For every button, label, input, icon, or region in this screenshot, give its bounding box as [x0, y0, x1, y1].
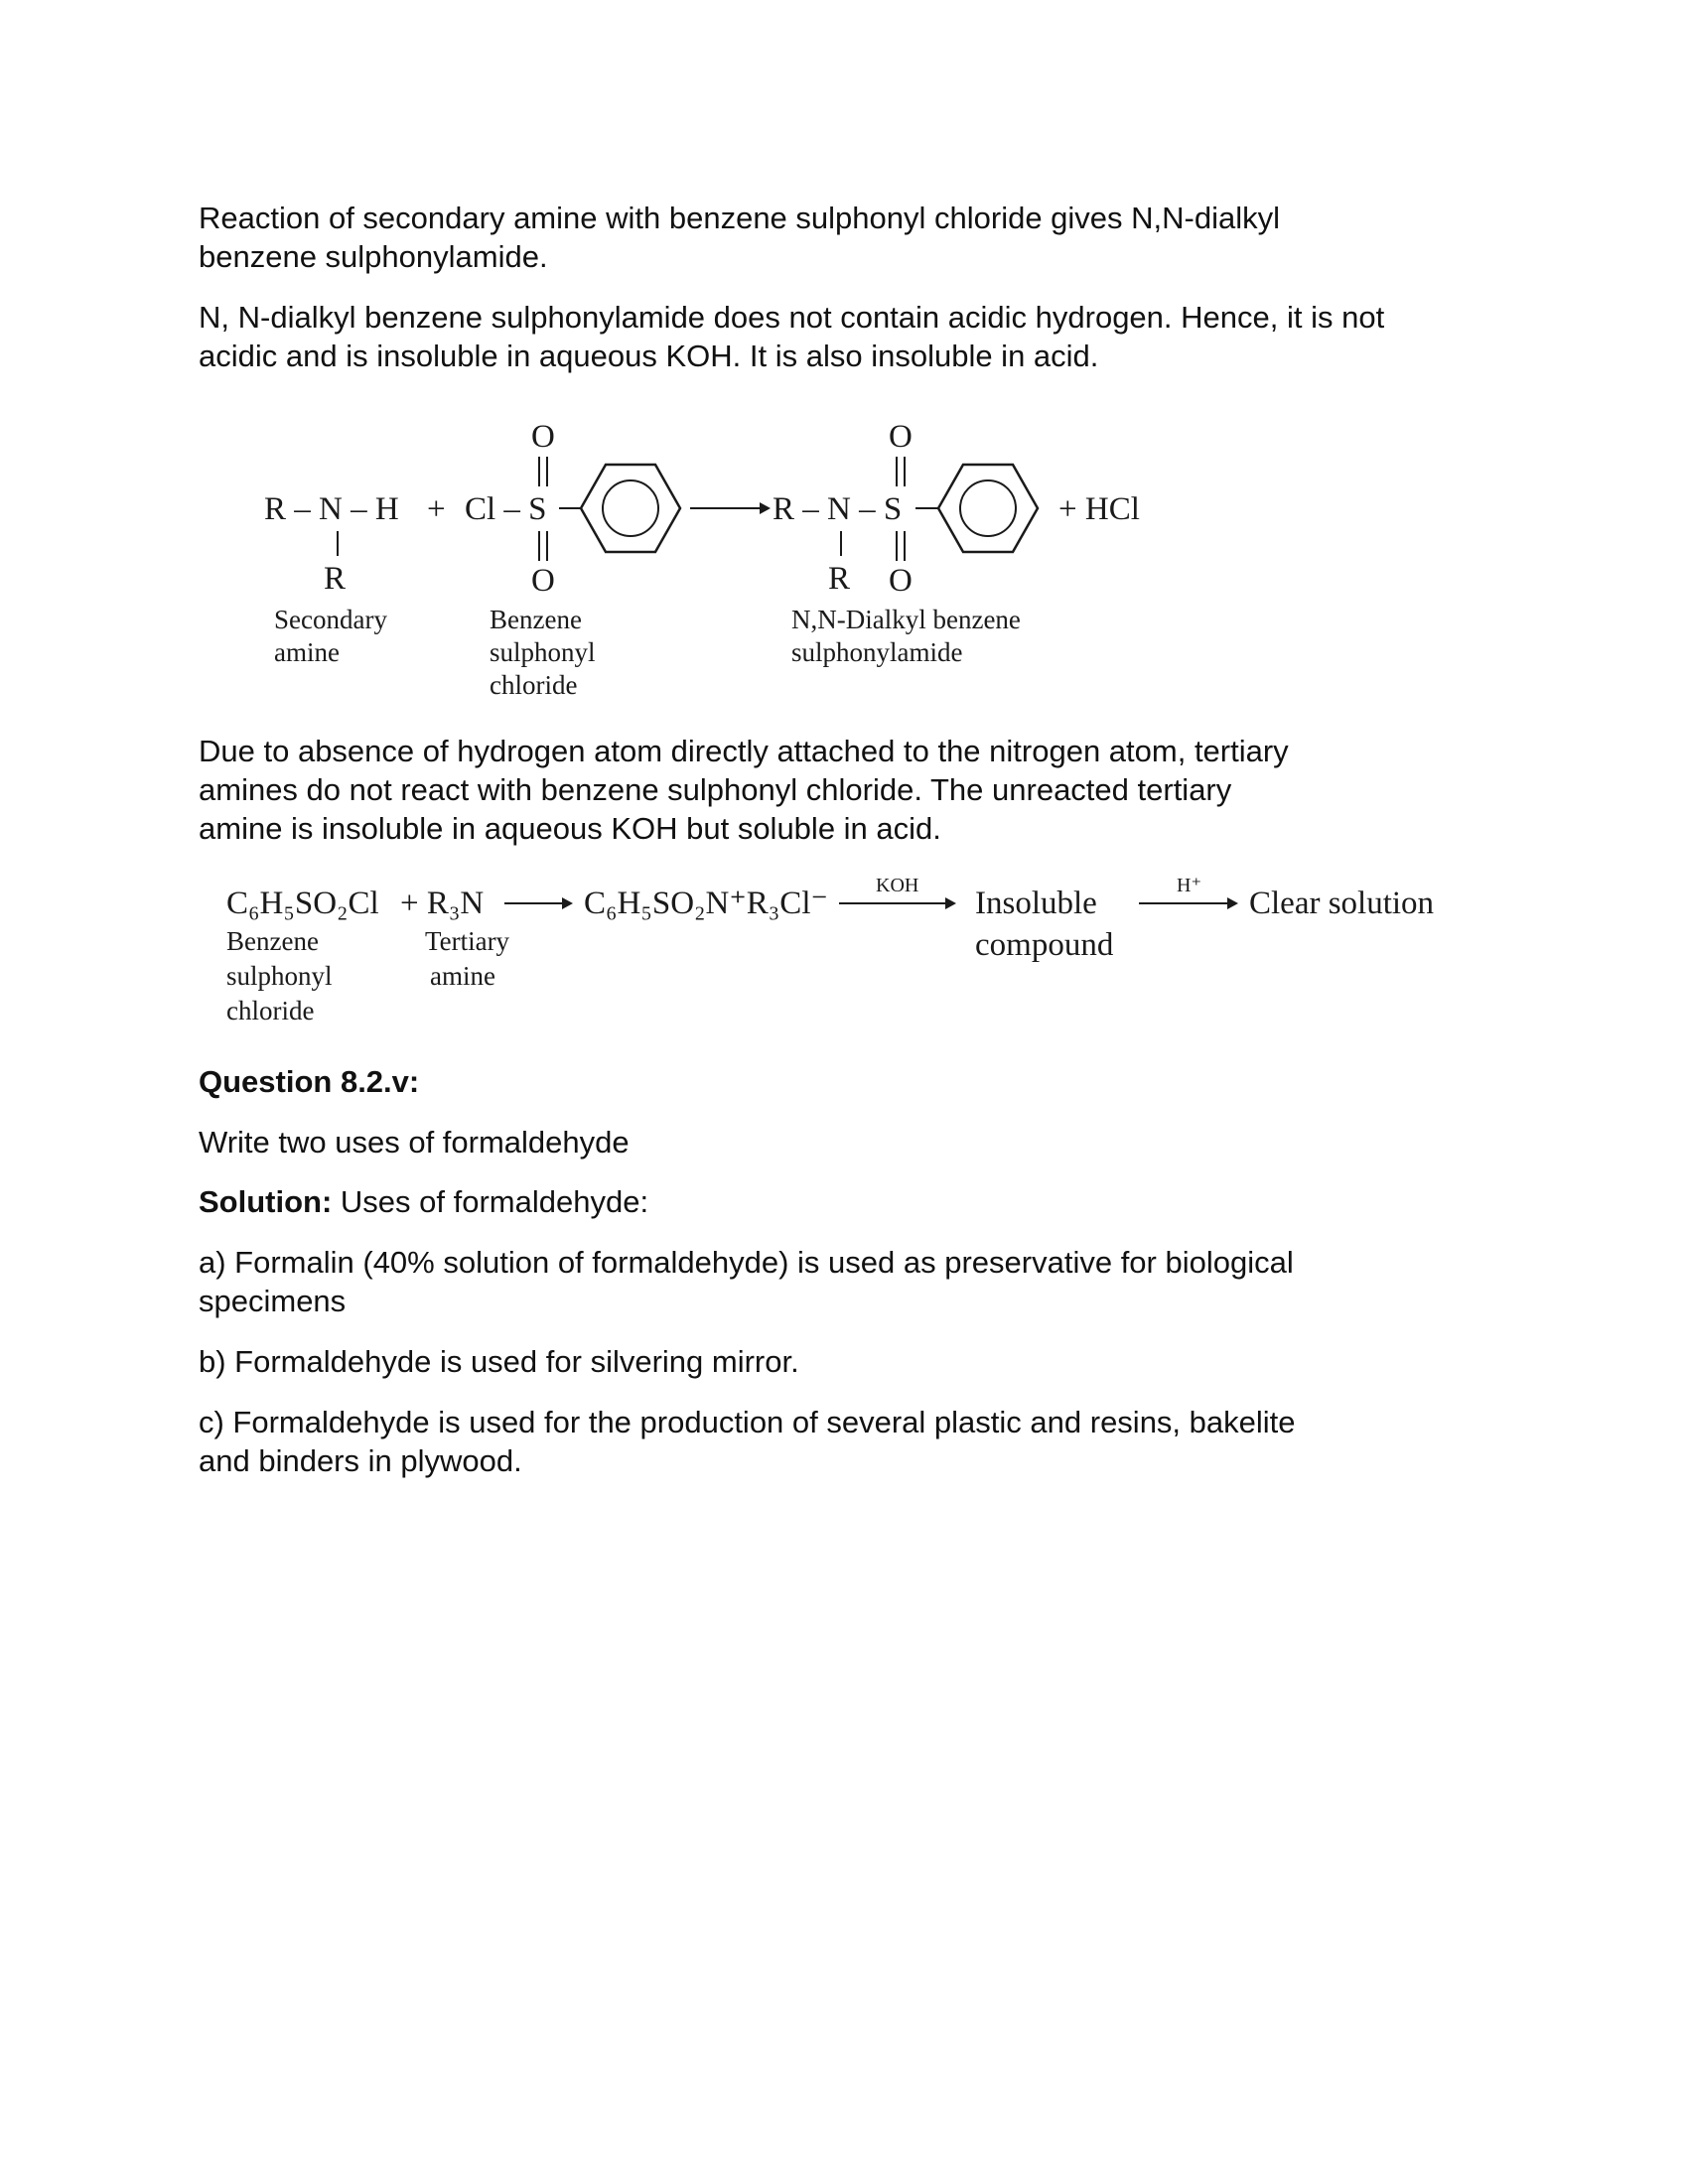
question-heading	[199, 1062, 1489, 1101]
question-number: Question 8.2.v:	[199, 1064, 420, 1099]
product-insoluble: Insoluble	[975, 886, 1097, 921]
paragraph-secondary-amine	[199, 199, 1489, 276]
solution-label: Solution:	[199, 1184, 333, 1219]
r-group: R	[828, 561, 851, 597]
text-line: c) Formaldehyde is used for the production of several plastic and resins, bakelite	[199, 1405, 1296, 1439]
r-group: R	[324, 561, 347, 597]
solution-intro-text: Uses of formaldehyde:	[332, 1184, 649, 1219]
reaction-arrow	[1139, 897, 1238, 909]
chloride-prefix: Cl – S	[465, 491, 547, 527]
reaction-arrow	[839, 897, 956, 909]
text-line: benzene sulphonylamide.	[199, 239, 548, 274]
reactant-benzene-sulphonyl-chloride: C₆H₅SO₂Cl	[226, 886, 379, 921]
text-line: Due to absence of hydrogen atom directly attached to the nitrogen atom, tertiary	[199, 734, 1289, 768]
text-line: a) Formalin (40% solution of formaldehyde) is used as preservative for biological	[199, 1245, 1294, 1280]
intermediate-salt: C₆H₅SO₂N⁺R₃Cl⁻	[584, 886, 828, 921]
reagent-acid: H⁺	[1177, 875, 1201, 896]
oxygen-top: O	[889, 419, 913, 455]
label-benzene-sulphonyl-chloride: Benzene sulphonyl chloride	[490, 605, 596, 700]
reaction-arrow	[690, 502, 771, 514]
benzene-ring-icon	[938, 465, 1038, 552]
benzene-ring-icon	[581, 465, 680, 552]
product-clear-solution: Clear solution	[1249, 886, 1435, 921]
oxygen-bottom: O	[531, 563, 555, 599]
oxygen-bottom: O	[889, 563, 913, 599]
plus-sign: +	[427, 491, 446, 527]
product-compound: compound	[975, 927, 1114, 963]
question-text: Write two uses of formaldehyde	[199, 1125, 630, 1160]
label-secondary-amine: Secondary amine	[274, 605, 387, 667]
reactant-tertiary-amine: + R₃N	[400, 886, 485, 921]
reaction-diagram-secondary-amine	[0, 397, 1688, 715]
amine-formula: R – N – H	[264, 491, 399, 527]
reagent-koh: KOH	[876, 875, 919, 896]
use-item-c	[199, 1403, 1489, 1480]
text-line: and binders in plywood.	[199, 1443, 522, 1478]
label-benzene-sulphonyl-chloride: Benzene sulphonyl chloride	[226, 926, 333, 1025]
label-product-sulphonylamide: N,N-Dialkyl benzene sulphonylamide	[791, 605, 1021, 667]
hcl-product: + HCl	[1058, 491, 1140, 527]
reaction-arrow	[504, 897, 573, 909]
use-item-b: b) Formaldehyde is used for silvering mirror.	[199, 1344, 799, 1379]
product-prefix: R – N – S	[773, 491, 903, 527]
text-line: N, N-dialkyl benzene sulphonylamide does not contain acidic hydrogen. Hence, it is not	[199, 300, 1385, 335]
paragraph-acidic-hydrogen	[199, 298, 1489, 375]
text-line: specimens	[199, 1284, 347, 1318]
text-line: amines do not react with benzene sulphonyl chloride. The unreacted tertiary	[199, 772, 1232, 807]
solution-intro	[199, 1182, 1489, 1221]
label-tertiary-amine: Tertiary amine	[425, 926, 510, 991]
text-line: amine is insoluble in aqueous KOH but soluble in acid.	[199, 811, 941, 846]
use-item-a	[199, 1243, 1489, 1320]
text-line: acidic and is insoluble in aqueous KOH. It is also insoluble in acid.	[199, 339, 1099, 373]
text-line: Reaction of secondary amine with benzene sulphonyl chloride gives N,N-dialkyl	[199, 201, 1281, 235]
oxygen-top: O	[531, 419, 555, 455]
reaction-diagram-tertiary-amine	[0, 864, 1688, 1042]
paragraph-tertiary-amine	[199, 732, 1489, 848]
